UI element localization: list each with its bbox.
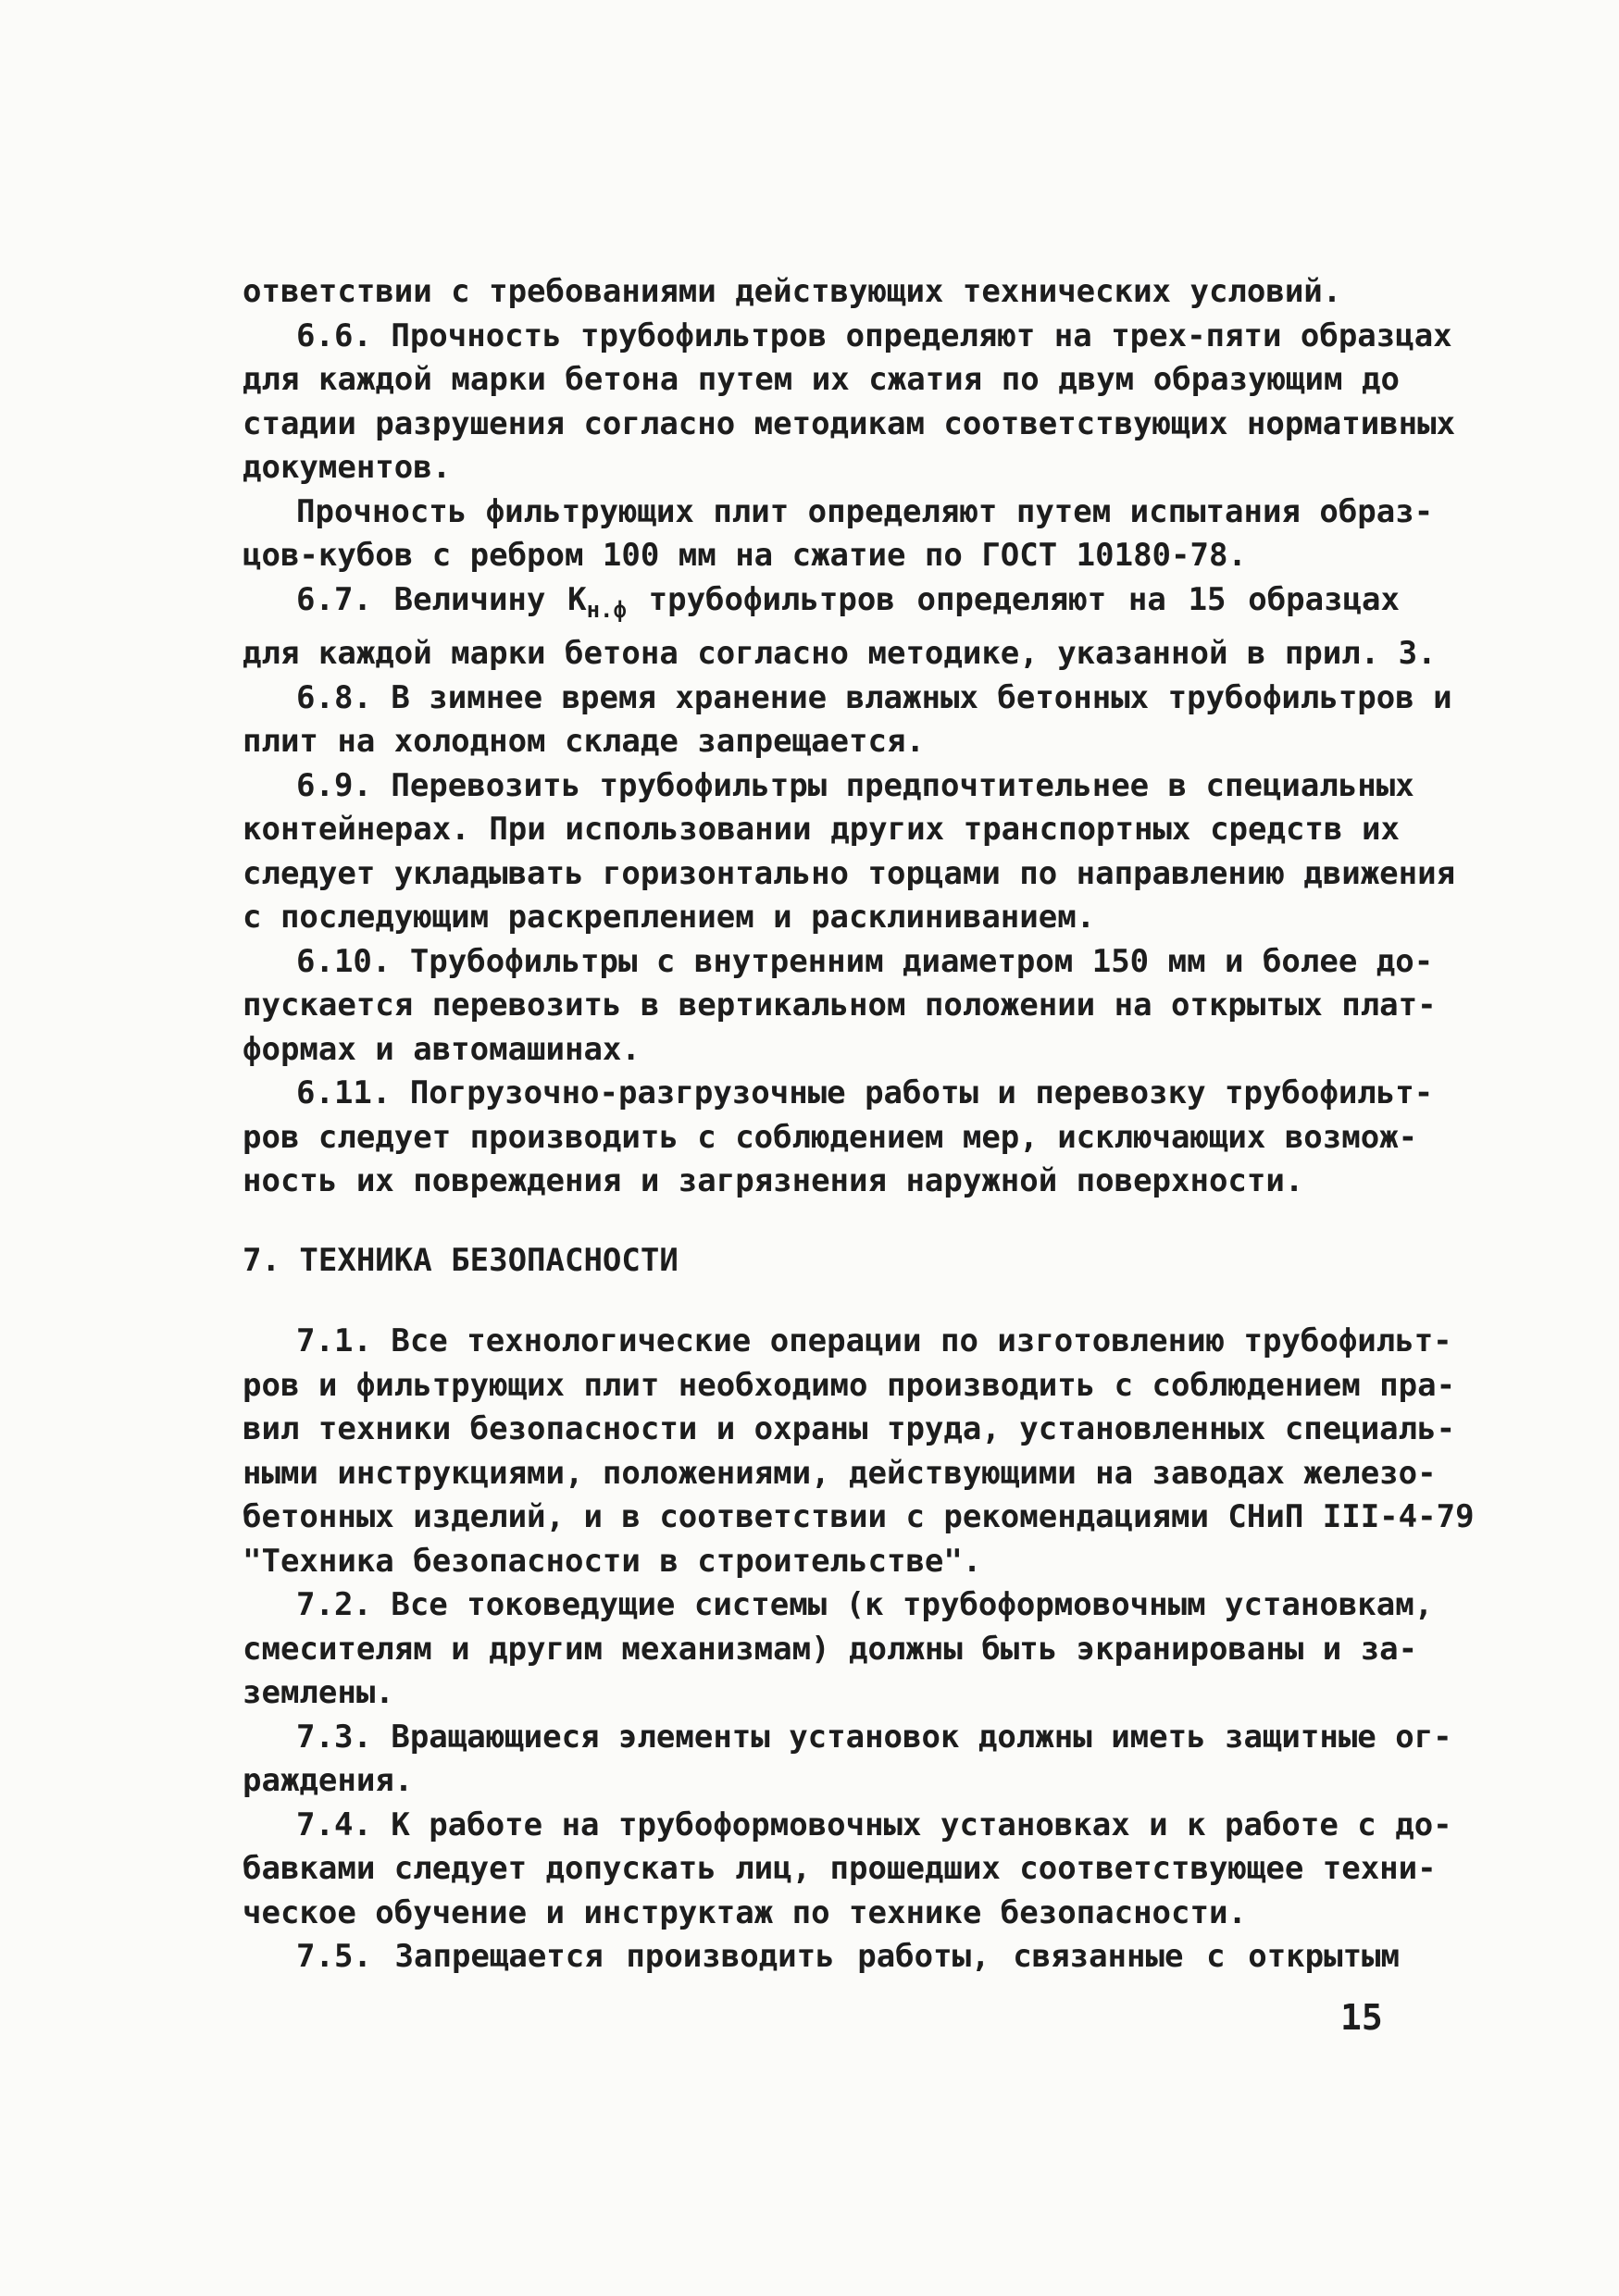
paragraph-6-6-line: 6.6. Прочность трубофильтров определяют на трех-пяти образцах [296,316,1452,354]
text-line: бавками следует допускать лиц, прошедших соответствующее техни- [243,1850,1437,1887]
text-fragment: 6.7. Величину К [296,580,587,618]
text-line: смесителям и другим механизмам) должны быть экранированы и за- [243,1630,1418,1668]
text-line: стадии разрушения согласно методикам соответствующих нормативных [243,404,1456,442]
text-line: бетонных изделий, и в соответствии с рекомендациями СНиП III-4-79 [243,1498,1475,1535]
text-line: землены. [243,1674,394,1711]
paragraph-6-8-line: 6.8. В зимнее время хранение влажных бетонных трубофильтров и [296,678,1452,716]
text-line: ров и фильтрующих плит необходимо производить с соблюдением пра- [243,1366,1456,1404]
text-line: для каждой марки бетона путем их сжатия по двум образующим до [243,361,1400,398]
text-line: "Техника безопасности в строительстве". [243,1542,982,1580]
page-number: 15 [1340,1997,1383,2038]
paragraph-6-10-line: 6.10. Трубофильтры с внутренним диаметром 150 мм и более до- [296,942,1434,980]
text-line: для каждой марки бетона согласно методике, указанной в прил. 3. [243,635,1437,672]
paragraph-6-11-line: 6.11. Погрузочно-разгрузочные работы и перевозку трубофильт- [296,1074,1434,1111]
text-line: формах и автомашинах. [243,1030,641,1068]
subscript: н.ф [586,596,627,623]
text-line: контейнерах. При использовании других транспортных средств их [243,811,1400,848]
text-line: ность их повреждения и загрязнения наружной поверхности. [243,1162,1304,1199]
paragraph-6-9-line: 6.9. Перевозить трубофильтры предпочтительнее в специальных [296,766,1414,804]
paragraph-7-4-line: 7.4. К работе на трубоформовочных установках и к работе с до- [296,1806,1452,1843]
text-line: цов-кубов с ребром 100 мм на сжатие по ГОСТ 10180-78. [243,537,1247,574]
paragraph-6-7-line [243,578,1400,633]
text-line: документов. [243,449,452,486]
text-line: плит на холодном складе запрещается. [243,723,925,760]
text-line: ров следует производить с соблюдением мер, исключающих возмож- [243,1118,1418,1156]
paragraph-7-3-line: 7.3. Вращающиеся элементы установок должны иметь защитные ог- [296,1718,1452,1756]
body-text [243,270,1475,1980]
text-line: вил техники безопасности и охраны труда, установленных специаль- [243,1410,1456,1447]
paragraph-7-5-line: 7.5. Запрещается производить работы, связанные с открытым [296,1938,1400,1975]
paragraph-strength-line: Прочность фильтрующих плит определяют путем испытания образ- [296,492,1434,530]
text-line: ными инструкциями, положениями, действующими на заводах железо- [243,1454,1437,1492]
section-heading: 7. ТЕХНИКА БЕЗОПАСНОСТИ [243,1241,679,1279]
text-fragment: трубофильтров определяют на 15 образцах [626,580,1400,618]
text-line: раждения. [243,1762,414,1799]
text-line: с последующим раскреплением и расклиниванием. [243,899,1096,936]
text-line: ческое обучение и инструктаж по технике безопасности. [243,1893,1247,1931]
text-line: ответствии с требованиями действующих технических условий. [243,273,1342,310]
paragraph-7-1-line: 7.1. Все технологические операции по изготовлению трубофильт- [296,1322,1452,1359]
text-line: следует укладывать горизонтально торцами по направлению движения [243,854,1456,892]
text-line: пускается перевозить в вертикальном положении на открытых плат- [243,987,1437,1024]
paragraph-7-2-line: 7.2. Все токоведущие системы (к трубоформовочным установкам, [296,1586,1434,1623]
